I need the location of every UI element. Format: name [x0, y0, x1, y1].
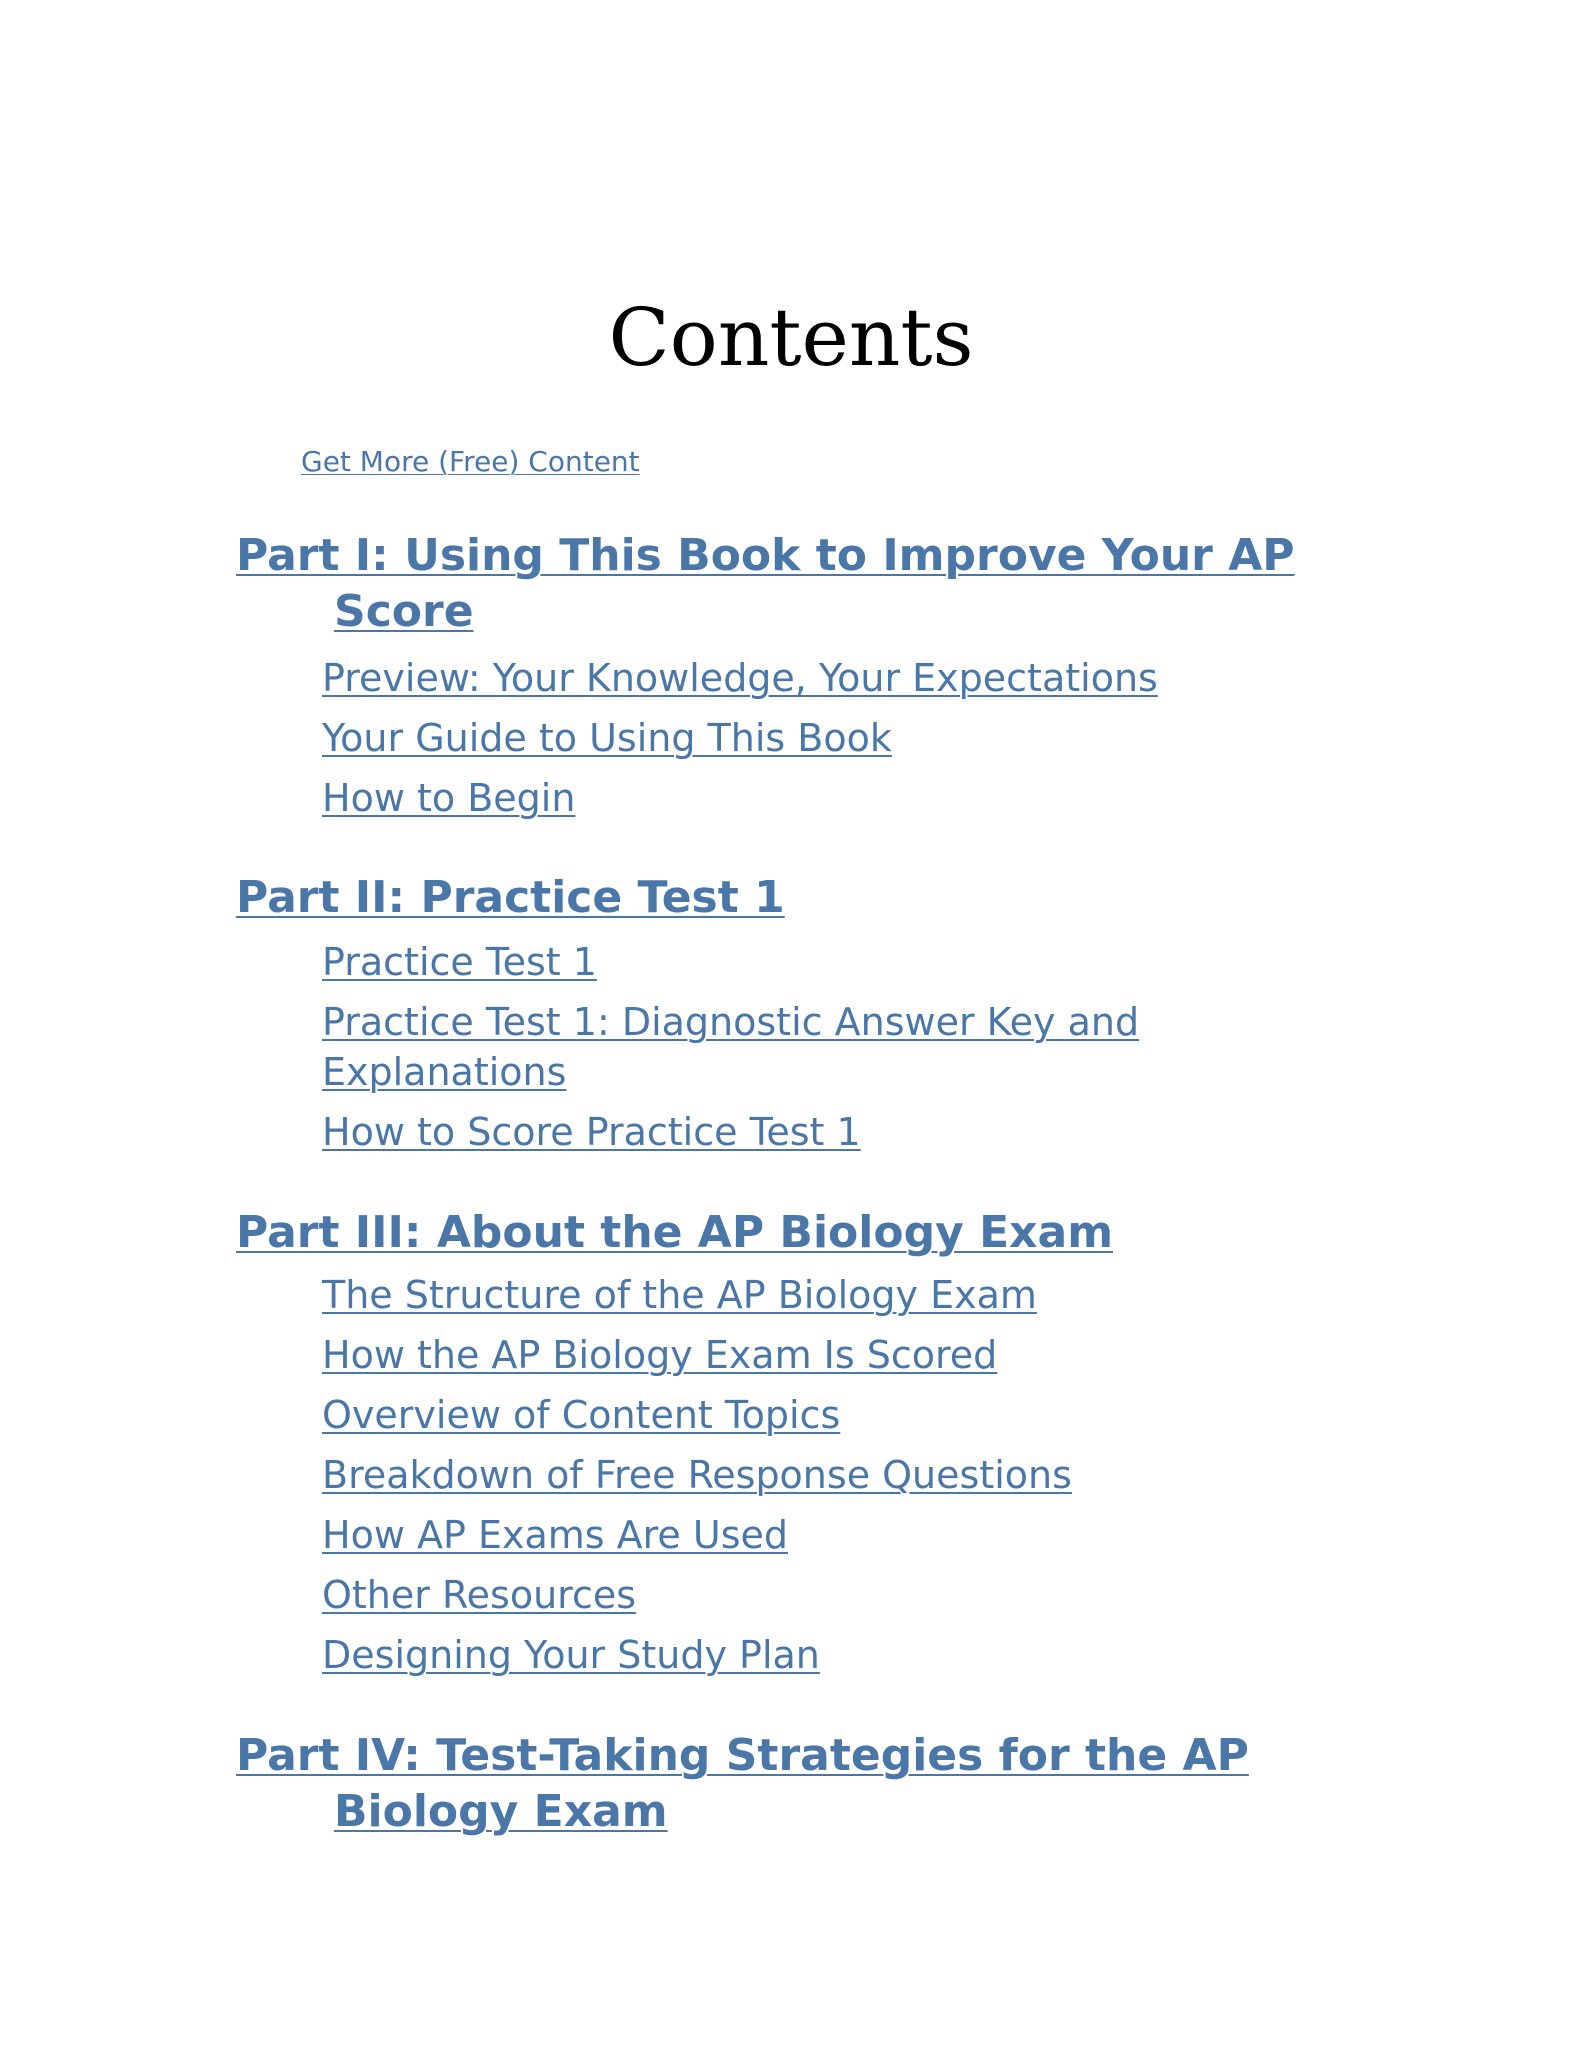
toc-part-4-line1: Part IV: Test-Taking Strategies for the AP: [236, 1730, 1249, 1781]
toc-part-1-line1: Part I: Using This Book to Improve Your AP: [236, 530, 1295, 581]
toc-part-1-line2: Score: [334, 586, 474, 637]
toc-item[interactable]: Overview of Content Topics: [322, 1393, 841, 1437]
toc-part-1[interactable]: [236, 528, 1336, 640]
toc-item[interactable]: How the AP Biology Exam Is Scored: [322, 1333, 998, 1377]
toc-item[interactable]: Practice Test 1: [322, 940, 597, 984]
toc-item[interactable]: Practice Test 1: Diagnostic Answer Key and: [322, 1000, 1140, 1044]
toc-item[interactable]: How to Begin: [322, 776, 576, 820]
toc-item[interactable]: Breakdown of Free Response Questions: [322, 1453, 1072, 1497]
toc-item[interactable]: Preview: Your Knowledge, Your Expectations: [322, 656, 1158, 700]
page-title: Contents: [608, 291, 974, 384]
toc-item[interactable]: Explanations: [322, 1050, 567, 1094]
toc-item[interactable]: How AP Exams Are Used: [322, 1513, 789, 1557]
toc-part-2[interactable]: Part II: Practice Test 1: [236, 872, 785, 923]
toc-item[interactable]: The Structure of the AP Biology Exam: [322, 1273, 1037, 1317]
free-content-link[interactable]: Get More (Free) Content: [301, 445, 640, 478]
toc-part-4[interactable]: [236, 1728, 1336, 1840]
toc-item[interactable]: Designing Your Study Plan: [322, 1633, 820, 1677]
toc-part-3[interactable]: Part III: About the AP Biology Exam: [236, 1207, 1114, 1258]
toc-item[interactable]: How to Score Practice Test 1: [322, 1110, 861, 1154]
toc-part-4-line2: Biology Exam: [334, 1786, 668, 1837]
toc-item[interactable]: Other Resources: [322, 1573, 637, 1617]
toc-item[interactable]: Your Guide to Using This Book: [322, 716, 892, 760]
